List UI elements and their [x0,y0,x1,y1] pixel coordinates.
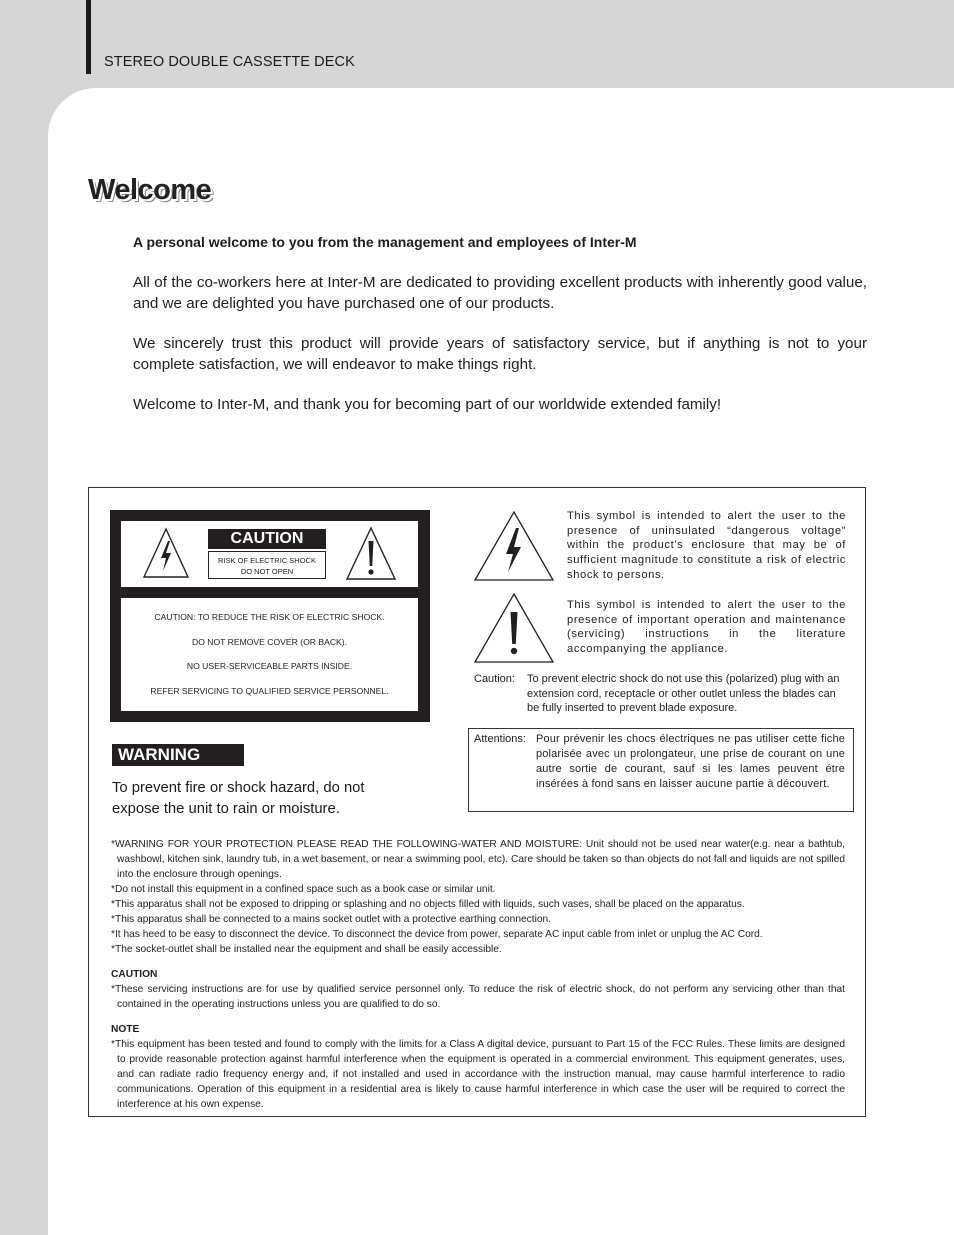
plug-caution-text: To prevent electric shock do not use this (polarized) plug with an extension cord, receptacle or other outlet unless the blades can be fully inserted to prevent blade exposure. [527,673,840,715]
welcome-paragraph-1: All of the co-workers here at Inter-M are dedicated to providing excellent products with inherently good value, and we are delighted you have purchased one of our products. [133,274,867,312]
caution-sub-line-2: DO NOT OPEN [240,567,294,576]
exclamation-symbol-description: This symbol is intended to alert the user to the presence of important operation and maintenance (servicing) instructions in the literature accompanying the appliance. [567,599,846,656]
fine-item-3: *This apparatus shall not be exposed to dripping or splashing and no objects filled with liquids, such vases, shall be placed on the apparatus. [111,899,745,910]
header-title: STEREO DOUBLE CASSETTE DECK [104,54,355,70]
caution-sublabel [208,551,326,579]
welcome-lead: A personal welcome to you from the management and employees of Inter-M [133,234,637,250]
lightning-symbol-description: This symbol is intended to alert the user to the presence of uninsulated “dangerous voltage” within the product’s enclosure that may be of sufficient magnitude to constitute a risk of electric shock to persons. [567,510,846,581]
fine-note-heading: NOTE [111,1024,140,1035]
plug-caution-label: Caution: [474,673,515,685]
plug-caution [474,672,846,716]
warning-label: WARNING [112,744,244,766]
welcome-section [133,232,867,434]
caution-panel [110,510,430,722]
caution-line-1: CAUTION: TO REDUCE THE RISK OF ELECTRIC SHOCK. [154,612,385,622]
page-title: Welcome [88,174,212,206]
lightning-symbol-icon [473,510,555,582]
fine-item-1: *WARNING FOR YOUR PROTECTION PLEASE READ THE FOLLOWING-WATER AND MOISTURE: Unit should not be used near water(e.g. near a bathtub, washbowl, kitchen sink, laundry tub, in a wet basement, or near a swimming pool, etc). Care should be taken so than objects do not fall and liquids are not spilled into the enclosure through openings. [111,839,845,880]
welcome-paragraph-3: Welcome to Inter-M, and thank you for becoming part of our worldwide extended family! [133,396,722,413]
fine-caution-text: *These servicing instructions are for use by qualified service personnel only. To reduce the risk of electric shock, do not perform any servicing other than that contained in the operating instructions unless you are qualified to do so. [111,984,845,1010]
caution-sub-line-1: RISK OF ELECTRIC SHOCK [218,556,316,565]
welcome-paragraph-2: We sincerely trust this product will provide years of satisfactory service, but if anything is not to your complete satisfaction, we will endeavor to make things right. [133,335,867,373]
caution-line-4: REFER SERVICING TO QUALIFIED SERVICE PERSONNEL. [150,685,389,696]
fine-note-text: *This equipment has been tested and found to comply with the limits for a Class A digital device, pursuant to Part 15 of the FCC Rules. These limits are designed to provide reasonable protection against harmful interference when the equipment is operated in a commercial environment. This equipment generates, uses, and can radiate radio frequency energy and, if not installed and used in accordance with the instruction manual, may cause harmful interference to radio communications. Operation of this equipment in a residential area is likely to cause harmful interference in which case the user will be required to correct the interference at his own expense. [111,1039,845,1110]
lightning-warning-icon [142,527,190,579]
fine-item-4: *This apparatus shall be connected to a mains socket outlet with a protective earthing connection. [111,914,552,925]
fine-item-6: *The socket-outlet shall be installed near the equipment and shall be easily accessible. [111,944,502,955]
attentions-label: Attentions: [474,733,526,745]
fine-print [111,837,845,1112]
fine-caution-heading: CAUTION [111,969,158,980]
header-accent-bar [86,0,91,74]
fine-item-5: *It has heed to be easy to disconnect the device. To disconnect the device from power, separate AC input cable from inlet or unplug the AC Cord. [111,929,763,940]
attentions-text: Pour prévenir les chocs électriques ne pas utiliser cette fiche polarisée avec un prolongateur, une prise de courant on une autre sortie de courant, sauf si les lames peuvent étre insérées à fond sans en laisser aucune partie à découvert. [536,733,845,790]
caution-line-3: NO USER-SERVICEABLE PARTS INSIDE. [186,661,353,671]
warning-text: To prevent fire or shock hazard, do not expose the unit to rain or moisture. [112,780,365,817]
caution-label: CAUTION [208,529,326,549]
safety-information-box [88,487,866,1117]
caution-instructions [121,598,418,711]
exclamation-warning-icon [345,526,397,581]
fine-item-2: *Do not install this equipment in a confined space such as a book case or similar unit. [111,884,496,895]
attentions-box [468,728,854,812]
caution-line-2: DO NOT REMOVE COVER (OR BACK). [191,636,348,647]
exclamation-symbol-icon [473,592,555,664]
caution-header [121,521,418,587]
